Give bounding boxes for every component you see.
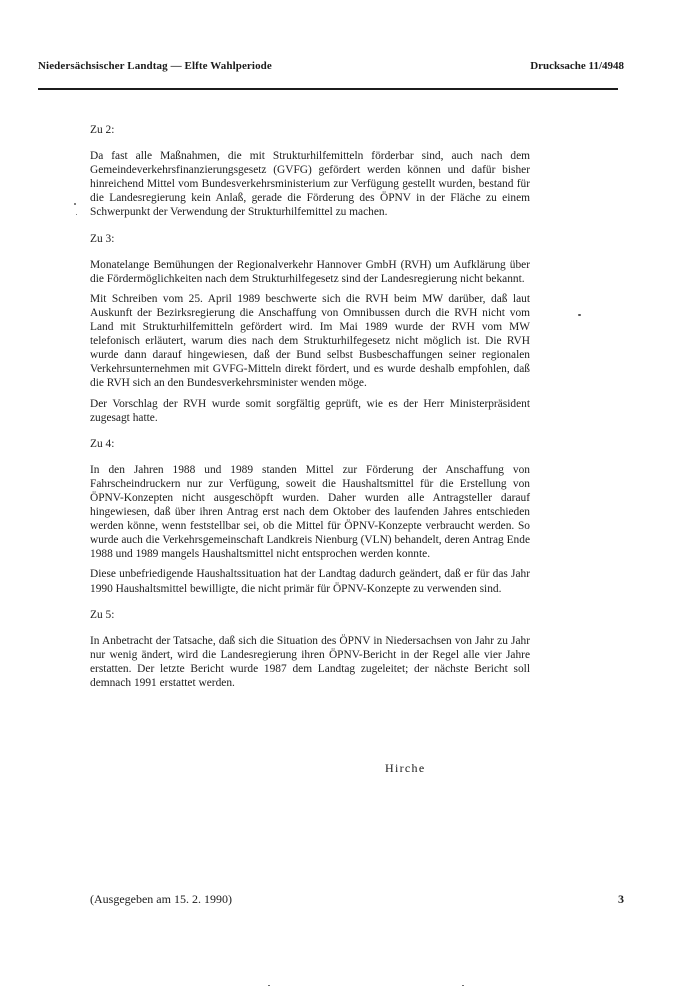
scan-speck [74,203,76,205]
signature: Hirche [385,761,426,775]
header-rule [38,88,618,90]
paragraph: Diese unbefriedigende Haushaltssituation hat der Landtag dadurch geändert, daß er für das Jahr 1990 Haushaltsmittel bewilligte, die nicht primär für ÖPNV-Konzepte zu verwenden sind. [90,568,530,595]
page-number: 3 [618,892,624,906]
paragraph: Monatelange Bemühungen der Regionalverkehr Hannover GmbH (RVH) um Aufklärung über die Fördermöglichkeiten nach dem Strukturhilfegesetz sind der Landesregierung nicht bekannt. [90,258,530,285]
scan-speck [578,314,581,316]
scan-speck [76,214,77,215]
section-heading: Zu 4: [90,437,115,450]
paragraph: In den Jahren 1988 und 1989 standen Mittel zur Förderung der Anschaffung von Fahrscheindruckern nur zur Verfügung, soweit die Haushaltsmittel für die Erstellung von ÖPNV-Konzepten nicht ausgeschöpft wurden. Daher wurden alle Antragsteller darauf hingewiesen, daß über ihren Antrag erst nach dem Oktober des laufenden Jahres entschieden werden könne, wenn feststellbar sei, ob die Mittel für ÖPNV-Konzepte verbraucht werden. So wurde auch die Verkehrsgemeinschaft Landkreis Nienburg (VLN) behandelt, deren Antrag Ende 1988 und 1989 mangels Haushaltsmittel nicht entsprochen werden konnte. [90,463,530,561]
document-body [90,123,530,690]
paragraph: Da fast alle Maßnahmen, die mit Strukturhilfemitteln förderbar sind, auch nach dem Gemeindeverkehrsfinanzierungsgesetz (GVFG) gefördert werden können und dafür bisher hinreichend Mittel vom Bundesverkehrsministerium zur Verfügung gestellt wurden, bestand für die Landesregierung kein Anlaß, gerade die Förderung des ÖPNV in der Fläche zu einem Schwerpunkt der Verwendung der Strukturhilfemittel zu machen. [90,150,530,219]
scan-speck [268,985,270,986]
document-number: Drucksache 11/4948 [530,60,624,72]
scan-speck [462,985,464,986]
section-heading: Zu 3: [90,232,115,245]
paragraph: Mit Schreiben vom 25. April 1989 beschwerte sich die RVH beim MW darüber, daß laut Auskunft der Bezirksregierung die Anschaffung von Omnibussen durch die RVH nicht vom Land mit Strukturhilfemitteln gefördert wird. Im Mai 1989 wurde der RVH vom MW telefonisch erläutert, warum dies nach dem Strukturhilfegesetz nicht möglich ist. Die RVH wurde dann darauf hingewiesen, daß der Bund selbst Busbeschaffungen seiner regionalen Verkehrsunternehmen mit GVFG-Mitteln direkt fördert, und es wurde deshalb empfohlen, daß die RVH sich an den Bundesverkehrsminister wenden möge. [90,292,530,390]
paragraph: Der Vorschlag der RVH wurde somit sorgfältig geprüft, wie es der Herr Ministerpräsident zugesagt hatte. [90,397,530,424]
issue-date: (Ausgegeben am 15. 2. 1990) [90,892,232,906]
section-heading: Zu 2: [90,124,115,136]
section-heading: Zu 5: [90,608,115,621]
header-title: Niedersächsischer Landtag — Elfte Wahlperiode [38,60,272,72]
paragraph: In Anbetracht der Tatsache, daß sich die Situation des ÖPNV in Niedersachsen von Jahr zu Jahr nur wenig ändert, wird die Landesregierung ihren ÖPNV-Bericht in der Regel alle vier Jahre erstatten. Der letzte Bericht wurde 1987 dem Landtag zugeleitet; der nächste Bericht soll demnach 1991 erstattet werden. [90,634,530,689]
